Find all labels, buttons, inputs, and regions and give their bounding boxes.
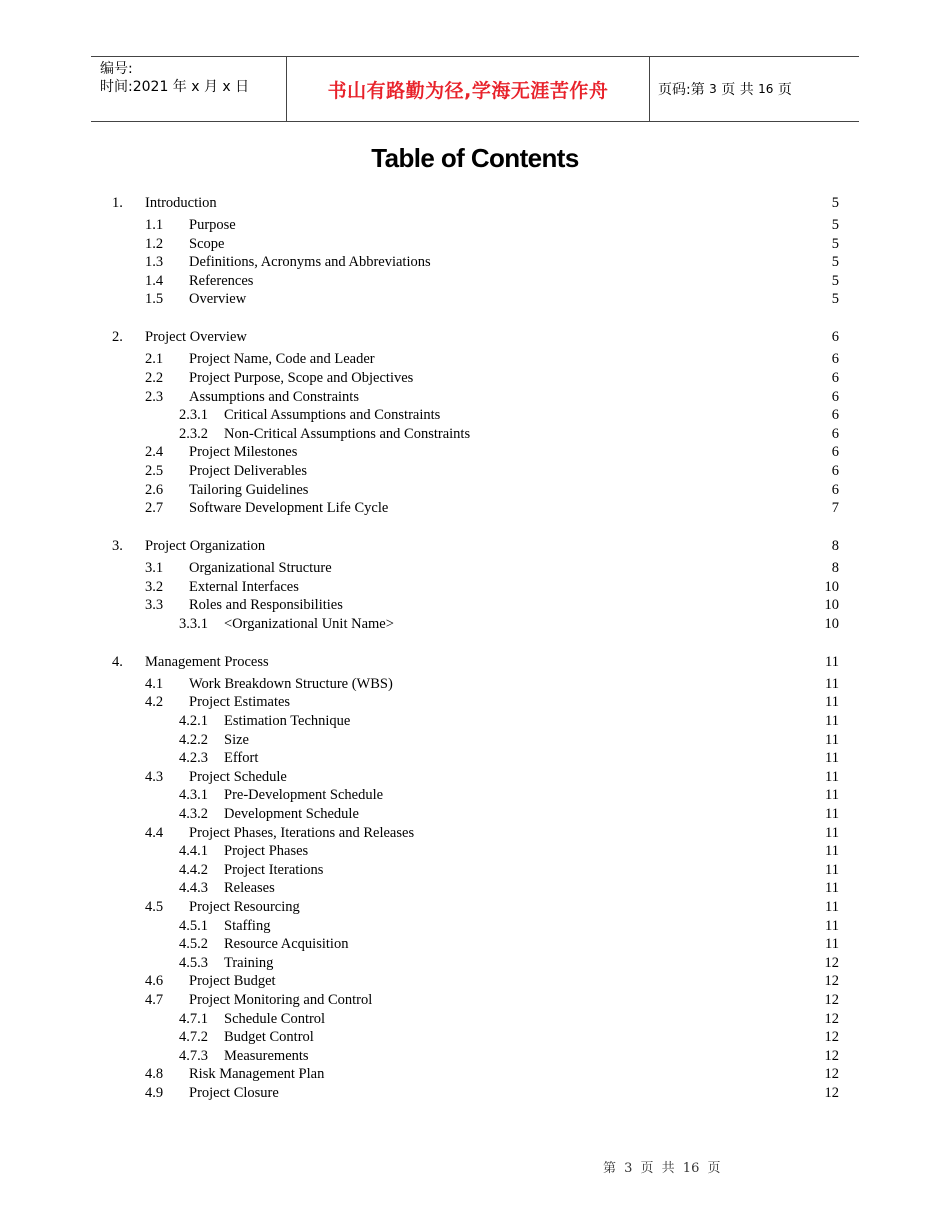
toc-entry[interactable]	[0, 369, 950, 388]
toc-entry-page: 11	[825, 768, 839, 785]
toc-entry[interactable]	[0, 805, 950, 824]
toc-entry[interactable]	[0, 879, 950, 898]
toc-entry-title: Definitions, Acronyms and Abbreviations	[189, 254, 431, 271]
toc-entry-title: Overview	[189, 291, 247, 308]
toc-entry-page: 12	[824, 1084, 839, 1101]
toc-entry[interactable]	[0, 786, 950, 805]
toc-entry-page: 12	[824, 991, 839, 1008]
toc-entry-number: 2.3.1	[179, 407, 208, 424]
toc-entry-number: 1.5	[145, 291, 164, 308]
toc-entry-number: 2.7	[145, 500, 164, 517]
toc-entry-number: 3.3.1	[179, 615, 208, 632]
toc-entry-title: Staffing	[224, 917, 271, 934]
header-time-label: 时间:2021 年 x 月 x 日	[100, 79, 250, 95]
toc-entry-number: 4.7.3	[179, 1047, 208, 1064]
toc-entry-number: 3.3	[145, 597, 164, 614]
toc-entry-page: 6	[831, 351, 839, 368]
toc-entry-number: 4.4	[145, 824, 164, 841]
toc-entry[interactable]	[0, 1084, 950, 1103]
toc-entry-number: 4.5.3	[179, 954, 208, 971]
toc-entry-page: 8	[831, 560, 839, 577]
toc-entry-number: 1.4	[145, 272, 164, 289]
toc-entry-page: 11	[825, 675, 839, 692]
toc-entry-page: 10	[824, 578, 839, 595]
toc-entry[interactable]	[0, 388, 950, 407]
toc-entry-page: 10	[824, 615, 839, 632]
toc-entry-title: Critical Assumptions and Constraints	[224, 407, 441, 424]
toc-entry[interactable]	[0, 425, 950, 444]
header-number-label: 编号:	[100, 61, 133, 77]
toc-entry[interactable]	[0, 842, 950, 861]
toc-entry-title: Project Deliverables	[189, 462, 307, 479]
toc-entry-number: 2.6	[145, 481, 164, 498]
toc-entry[interactable]	[0, 615, 950, 634]
toc-entry-page: 6	[831, 462, 839, 479]
toc-entry[interactable]	[0, 954, 950, 973]
toc-entry-title: Project Resourcing	[189, 898, 300, 915]
toc-entry-number: 4.5.2	[179, 936, 208, 953]
toc-entry-page: 11	[825, 750, 839, 767]
toc-entry-title: Project Milestones	[189, 444, 298, 461]
toc-entry-number: 4.9	[145, 1084, 164, 1101]
header-page-info	[650, 57, 859, 121]
toc-entry[interactable]	[0, 499, 950, 518]
toc-entry[interactable]	[0, 1010, 950, 1029]
toc-entry-page: 12	[824, 1066, 839, 1083]
toc-entry-number: 2.4	[145, 444, 164, 461]
toc-entry-page: 12	[824, 1047, 839, 1064]
toc-entry-page: 6	[831, 425, 839, 442]
header-page-mid: 页 共	[721, 82, 754, 98]
toc-entry-title: Schedule Control	[224, 1010, 326, 1027]
toc-entry-title: Project Phases, Iterations and Releases	[189, 824, 415, 841]
toc-entry-title: Project Organization	[145, 538, 266, 555]
toc-entry-page: 11	[825, 917, 839, 934]
toc-entry[interactable]	[0, 675, 950, 694]
toc-entry[interactable]	[0, 712, 950, 731]
toc-entry-title: Scope	[189, 235, 225, 252]
toc-entry-title: Budget Control	[224, 1029, 314, 1046]
toc-entry[interactable]	[0, 1065, 950, 1084]
toc-entry-page: 5	[831, 291, 839, 308]
toc-entry-title: Organizational Structure	[189, 560, 332, 577]
toc-entry[interactable]	[0, 917, 950, 936]
toc-entry-page: 6	[831, 369, 839, 386]
toc-entry-number: 2.3	[145, 388, 164, 405]
toc-entry[interactable]	[0, 1028, 950, 1047]
toc-entry-number: 2.5	[145, 462, 164, 479]
toc-entry[interactable]	[0, 462, 950, 481]
toc-entry-title: Size	[224, 731, 249, 748]
toc-entry-number: 3.2	[145, 578, 164, 595]
toc-entry-title: Project Estimates	[189, 694, 291, 711]
toc-entry-title: Project Purpose, Scope and Objectives	[189, 369, 414, 386]
toc-entry-page: 5	[831, 272, 839, 289]
toc-entry-number: 3.1	[145, 560, 164, 577]
toc-entry-title: Project Phases	[224, 843, 309, 860]
toc-entry[interactable]	[0, 536, 950, 559]
toc-entry[interactable]	[0, 652, 950, 675]
toc-entry-page: 5	[831, 217, 839, 233]
toc-entry-page: 11	[825, 731, 839, 748]
page-header	[91, 56, 859, 122]
toc-entry-page: 11	[825, 824, 839, 841]
toc-entry[interactable]	[0, 861, 950, 880]
toc-entry-number: 4.7.2	[179, 1029, 208, 1046]
toc-entry-number: 4.5	[145, 898, 164, 915]
toc-entry-number: 1.3	[145, 254, 164, 271]
toc-entry[interactable]	[0, 693, 950, 712]
toc-entry-page: 11	[825, 653, 839, 670]
toc-entry-title: Assumptions and Constraints	[189, 388, 359, 405]
toc-entry[interactable]	[0, 481, 950, 500]
toc-entry[interactable]	[0, 272, 950, 291]
toc-entry-title: Project Name, Code and Leader	[189, 351, 375, 368]
toc-entry-number: 4.6	[145, 973, 164, 990]
header-page-total: 16	[758, 82, 774, 96]
toc-entry-page: 11	[825, 898, 839, 915]
toc-entry[interactable]	[0, 253, 950, 272]
toc-entry-title: Work Breakdown Structure (WBS)	[189, 675, 393, 692]
toc-entry-number: 4.2.2	[179, 731, 208, 748]
toc-entry-title: Introduction	[145, 195, 217, 211]
toc-entry[interactable]	[0, 824, 950, 843]
toc-entry-title: Project Monitoring and Control	[189, 991, 373, 1008]
toc-entry-number: 2.	[112, 329, 123, 346]
page-title: Table of Contents	[371, 143, 579, 173]
toc-entry-title: Tailoring Guidelines	[189, 481, 309, 498]
header-motto: 书山有路勤为径,学海无涯苦作舟	[287, 57, 650, 121]
toc-entry-page: 12	[824, 973, 839, 990]
toc-entry-page: 5	[831, 235, 839, 252]
toc-entry-number: 4.2.3	[179, 750, 208, 767]
toc-entry-page: 12	[824, 1010, 839, 1027]
toc-entry[interactable]	[0, 406, 950, 425]
toc-entry[interactable]	[0, 578, 950, 597]
toc-entry-title: Training	[224, 954, 274, 971]
toc-entry-number: 2.1	[145, 351, 164, 368]
toc-entry-title: Purpose	[189, 217, 236, 233]
toc-entry[interactable]	[0, 1047, 950, 1066]
toc-entry-title: Management Process	[145, 653, 269, 670]
toc-entry-number: 4.	[112, 653, 123, 670]
toc-entry-title: Measurements	[224, 1047, 309, 1064]
toc-entry-page: 12	[824, 954, 839, 971]
toc-entry-number: 1.	[112, 195, 123, 211]
toc-entry[interactable]	[0, 559, 950, 578]
toc-entry-number: 3.	[112, 538, 123, 555]
header-page-suffix: 页	[777, 82, 792, 98]
toc-entry-number: 4.5.1	[179, 917, 208, 934]
toc-entry-page: 10	[824, 597, 839, 614]
toc-entry-page: 7	[831, 500, 839, 517]
toc-entry-page: 12	[824, 1029, 839, 1046]
toc-entry-number: 4.8	[145, 1066, 164, 1083]
toc-entry[interactable]	[0, 290, 950, 309]
toc-entry[interactable]	[0, 749, 950, 768]
toc-entry-number: 2.2	[145, 369, 164, 386]
toc-entry-title: References	[189, 272, 254, 289]
toc-entry-title: Estimation Technique	[224, 713, 351, 730]
toc-entry-title: Effort	[224, 750, 259, 767]
toc-entry-page: 11	[825, 861, 839, 878]
toc-entry[interactable]	[0, 972, 950, 991]
toc-entry[interactable]	[0, 193, 950, 216]
toc-entry-page: 5	[831, 254, 839, 271]
toc-entry-number: 4.3.2	[179, 806, 208, 823]
toc-entry-page: 11	[825, 713, 839, 730]
toc-entry-title: Project Overview	[145, 329, 247, 346]
toc-entry-page: 11	[825, 880, 839, 897]
toc-entry-title: Project Closure	[189, 1084, 279, 1101]
toc-entry[interactable]	[0, 935, 950, 954]
toc-entry-page: 5	[831, 195, 839, 211]
toc-entry[interactable]	[0, 216, 950, 235]
toc-entry-title: <Organizational Unit Name>	[224, 615, 394, 632]
toc-entry-number: 4.4.2	[179, 861, 208, 878]
toc-entry[interactable]	[0, 768, 950, 787]
toc-entry-title: Releases	[224, 880, 275, 897]
toc-entry[interactable]	[0, 898, 950, 917]
toc-entry-title: Resource Acquisition	[224, 936, 349, 953]
toc-entry-page: 11	[825, 936, 839, 953]
toc-entry-title: Software Development Life Cycle	[189, 500, 389, 517]
toc-entry-page: 11	[825, 787, 839, 804]
toc-entry[interactable]	[0, 596, 950, 615]
toc-entry-page: 6	[831, 444, 839, 461]
toc-entry[interactable]	[0, 327, 950, 350]
toc-entry-title: Project Iterations	[224, 861, 324, 878]
toc-entry-number: 4.4.3	[179, 880, 208, 897]
toc-entry-title: Project Schedule	[189, 768, 287, 785]
toc-entry-number: 4.2	[145, 694, 164, 711]
toc-entry-number: 4.7.1	[179, 1010, 208, 1027]
toc-entry-page: 11	[825, 694, 839, 711]
toc-entry-number: 2.3.2	[179, 425, 208, 442]
toc-entry[interactable]	[0, 731, 950, 750]
toc-entry[interactable]	[0, 350, 950, 369]
toc-entry-number: 4.7	[145, 991, 164, 1008]
page-footer: 第 3 页 共 16 页	[603, 1161, 721, 1176]
toc-entry-number: 4.3	[145, 768, 164, 785]
header-page-current: 3	[709, 82, 717, 96]
toc-entry-number: 4.1	[145, 675, 164, 692]
toc-entry-title: Risk Management Plan	[189, 1066, 325, 1083]
header-meta-cell	[91, 57, 287, 121]
toc-entry-number: 1.2	[145, 235, 164, 252]
toc-entry-page: 11	[825, 843, 839, 860]
toc-entry-title: Pre-Development Schedule	[224, 787, 384, 804]
toc-entry-page: 6	[831, 388, 839, 405]
table-of-contents	[0, 193, 950, 1103]
header-page-prefix: 页码:第	[658, 82, 705, 98]
toc-entry[interactable]	[0, 991, 950, 1010]
toc-entry-title: Non-Critical Assumptions and Constraints	[224, 425, 471, 442]
toc-entry-page: 6	[831, 481, 839, 498]
toc-entry[interactable]	[0, 443, 950, 462]
toc-entry-number: 4.4.1	[179, 843, 208, 860]
toc-entry-title: External Interfaces	[189, 578, 299, 595]
toc-entry-number: 4.3.1	[179, 787, 208, 804]
toc-entry-page: 8	[831, 538, 839, 555]
toc-entry-page: 6	[831, 329, 839, 346]
toc-entry-page: 11	[825, 806, 839, 823]
toc-entry-page: 6	[831, 407, 839, 424]
toc-entry-number: 4.2.1	[179, 713, 208, 730]
toc-entry[interactable]	[0, 235, 950, 254]
toc-entry-number: 1.1	[145, 217, 164, 233]
toc-entry-title: Roles and Responsibilities	[189, 597, 343, 614]
toc-entry-title: Development Schedule	[224, 806, 359, 823]
toc-entry-title: Project Budget	[189, 973, 276, 990]
